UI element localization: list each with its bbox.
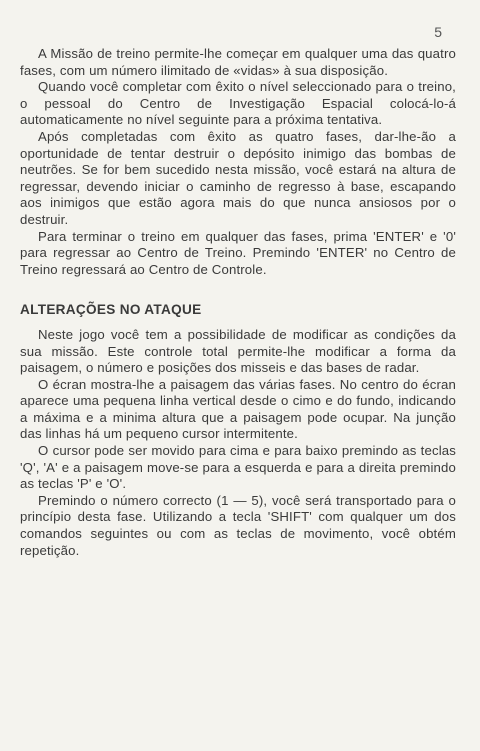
paragraph: Quando você completar com êxito o nível seleccionado para o treino, o pessoal do Centro de Investigação Espacial colocá-lo-á automaticamente no nível seguinte para a próxima tentativa. [20, 79, 456, 128]
paragraph: A Missão de treino permite-lhe começar em qualquer uma das quatro fases, com um número ilimitado de «vidas» à sua disposição. [20, 46, 456, 78]
page-number: 5 [434, 24, 442, 40]
paragraph: Após completadas com êxito as quatro fases, dar-lhe-ão a oportunidade de tentar destruir o depósito inimigo das bombas de neutrões. Se for bem sucedido nesta missão, você estará na altura de regressar, devendo iniciar o caminho de regresso à base, escapando aos inimigos que estão agora mais do que nunca ansiosos por o destruir. [20, 128, 456, 227]
paragraph: O écran mostra-lhe a paisagem das várias fases. No centro do écran aparece uma pequena linha vertical desde o cimo e do fundo, indicando a máxima e a minima altura que a paisagem pode ocupar. Na junção das linhas há um pequeno cursor intermitente. [20, 376, 456, 442]
paragraph: Neste jogo você tem a possibilidade de modificar as condições da sua missão. Este controle total permite-lhe modificar a forma da paisagem, o número e posições dos misseis e das bases de radar. [20, 326, 456, 376]
paragraph: Para terminar o treino em qualquer das fases, prima 'ENTER' e '0' para regressar ao Centro de Treino. Premindo 'ENTER' no Centro de Treino regressará ao Centro de Controle. [20, 228, 456, 277]
paragraph: O cursor pode ser movido para cima e para baixo premindo as teclas 'Q', 'A' e a paisagem move-se para a esquerda e para a direita premindo as teclas 'P' e 'O'. [20, 443, 456, 492]
section-heading: ALTERAÇÕES NO ATAQUE [20, 302, 202, 318]
page-content [20, 46, 456, 559]
paragraph: Premindo o número correcto (1 — 5), você será transportado para o princípio desta fase. Utilizando a tecla 'SHIFT' com qualquer um dos comandos seguintes ou com as teclas de movimento, você obtém repetição. [20, 492, 456, 558]
section-spacer [20, 278, 456, 302]
